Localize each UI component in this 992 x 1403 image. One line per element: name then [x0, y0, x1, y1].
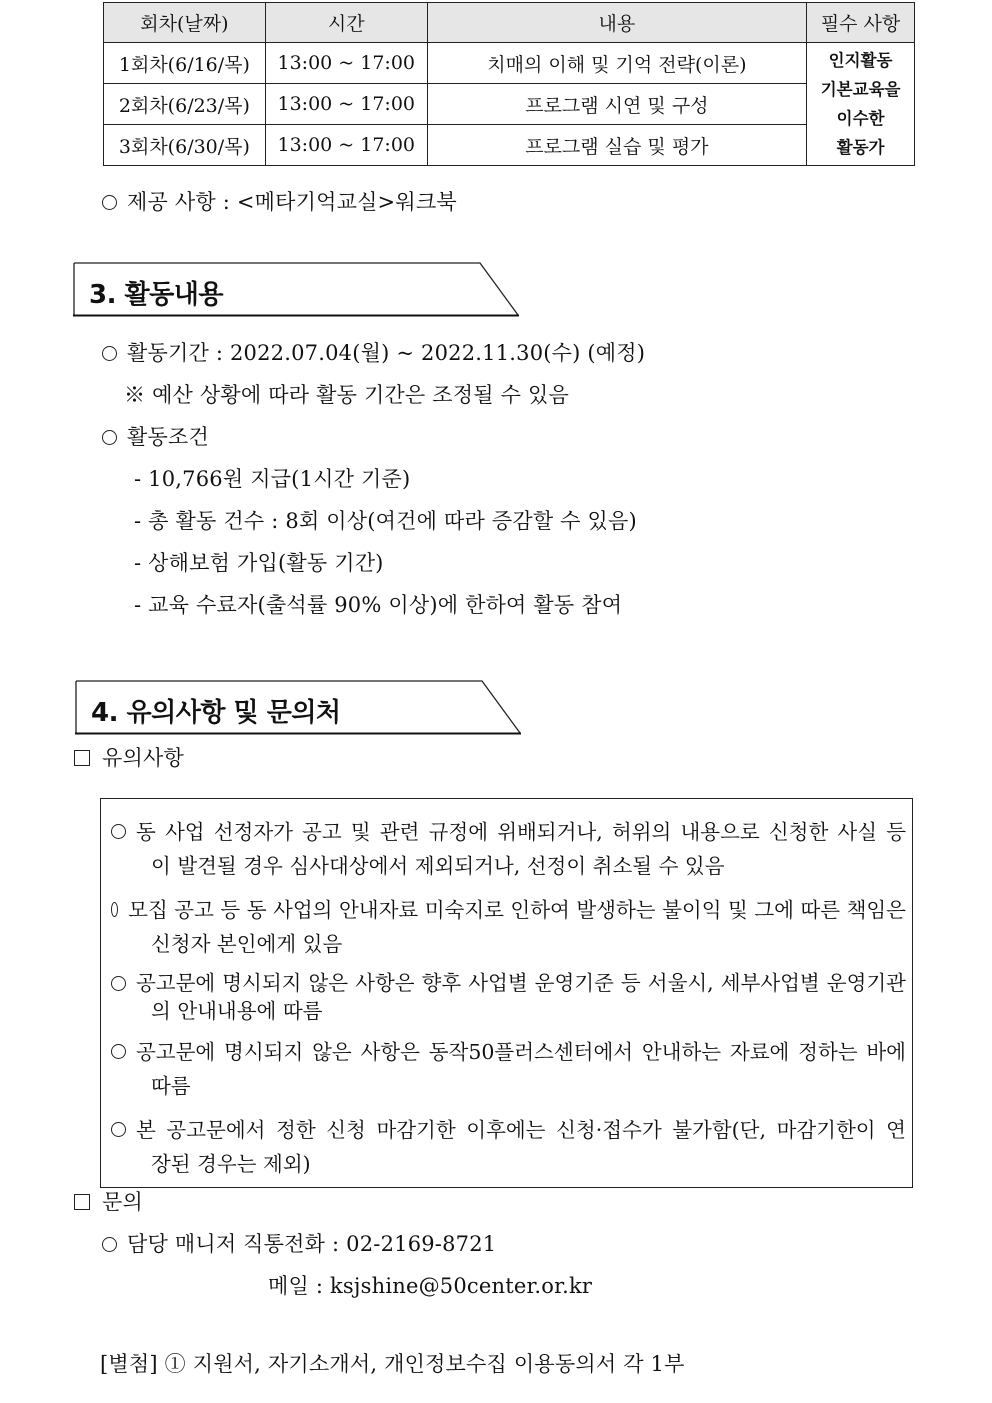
notice-line: 의 안내내용에 따름 — [151, 999, 323, 1023]
header-requirement: 필수 사항 — [807, 3, 915, 43]
condition-item: - 교육 수료자(출석률 90% 이상)에 한하여 활동 참여 — [134, 593, 623, 617]
header-session: 회차(날짜) — [104, 3, 266, 43]
cell-session: 2회차(6/23/목) — [104, 84, 266, 125]
notice-label: 유의사항 — [102, 746, 184, 770]
circle-bullet-icon — [111, 824, 126, 839]
notice-line: 공고문에 명시되지 않은 사항은 동작50플러스센터에서 안내하는 자료에 정하는 바에 — [136, 1040, 906, 1064]
requirement-line: 이수한 — [836, 109, 885, 128]
condition-item: - 10,766원 지급(1시간 기준) — [134, 467, 411, 491]
cell-content: 프로그램 실습 및 평가 — [427, 125, 806, 166]
circle-bullet-icon — [102, 346, 117, 361]
table-row — [104, 84, 915, 125]
cell-content: 치매의 이해 및 기억 전략(이론) — [427, 43, 806, 84]
notice-box — [100, 798, 913, 1188]
square-bullet-icon — [74, 1194, 90, 1210]
provided-text: 제공 사항 : <메타기억교실>워크북 — [127, 190, 457, 214]
circle-bullet-icon — [111, 902, 118, 917]
requirement-line: 활동가 — [836, 138, 885, 157]
table-row — [104, 125, 915, 166]
notice-item — [111, 893, 906, 961]
phone-item — [102, 1234, 496, 1255]
notice-line: 모집 공고 등 동 사업의 안내자료 미숙지로 인하여 발생하는 불이익 및 그에 따른 책임은 — [128, 898, 906, 922]
schedule-table — [103, 2, 915, 166]
period-note: ※ 예산 상황에 따라 활동 기간은 조정될 수 있음 — [124, 383, 569, 407]
period-item — [102, 343, 645, 364]
section4-title: 4. 유의사항 및 문의처 — [91, 698, 341, 728]
notice-line: 장된 경우는 제외) — [151, 1152, 311, 1176]
notice-item — [111, 1113, 906, 1181]
table-row — [104, 43, 915, 84]
requirement-line: 인지활동 — [828, 51, 893, 70]
notice-item — [111, 815, 906, 883]
email-text: 메일 : ksjshine@50center.or.kr — [268, 1274, 593, 1298]
period-text: 활동기간 : 2022.07.04(월) ~ 2022.11.30(수) (예정) — [127, 341, 646, 365]
notice-label-item — [74, 748, 184, 769]
header-content: 내용 — [427, 3, 806, 43]
notice-line: 공고문에 명시되지 않은 사항은 향후 사업별 운영기준 등 서울시, 세부사업별 운영기관 — [136, 971, 906, 995]
cell-content: 프로그램 시연 및 구성 — [427, 84, 806, 125]
section4-header — [75, 680, 521, 734]
notice-line: 따름 — [151, 1074, 191, 1098]
condition-item: - 상해보험 가입(활동 기간) — [134, 551, 384, 575]
attachment-text: [별첨] ① 지원서, 자기소개서, 개인정보수집 이용동의서 각 1부 — [100, 1352, 685, 1376]
cell-session: 1회차(6/16/목) — [104, 43, 266, 84]
notice-line: 신청자 본인에게 있음 — [151, 932, 343, 956]
notice-line: 동 사업 선정자가 공고 및 관련 규정에 위배되거나, 허위의 내용으로 신청한 사실 등 — [136, 820, 906, 844]
circle-bullet-icon — [102, 430, 117, 445]
table-header-row — [104, 3, 915, 43]
cell-requirement — [807, 43, 915, 166]
circle-bullet-icon — [111, 1044, 126, 1059]
cell-time: 13:00 ~ 17:00 — [265, 125, 427, 166]
conditions-label: 활동조건 — [127, 425, 209, 449]
inquiry-label: 문의 — [102, 1190, 143, 1214]
notice-line: 본 공고문에서 정한 신청 마감기한 이후에는 신청·접수가 불가함(단, 마감기한이 연 — [136, 1118, 906, 1142]
provided-item — [102, 192, 457, 213]
circle-bullet-icon — [111, 976, 126, 991]
square-bullet-icon — [74, 750, 90, 766]
cell-session: 3회차(6/30/목) — [104, 125, 266, 166]
cell-time: 13:00 ~ 17:00 — [265, 84, 427, 125]
phone-text: 담당 매니저 직통전화 : 02-2169-8721 — [127, 1232, 497, 1256]
notice-item — [111, 1035, 906, 1103]
conditions-item — [102, 427, 209, 448]
circle-bullet-icon — [102, 1237, 117, 1252]
notice-line: 이 발견될 경우 심사대상에서 제외되거나, 선정이 취소될 수 있음 — [151, 854, 725, 878]
circle-bullet-icon — [102, 195, 117, 210]
requirement-line: 기본교육을 — [820, 80, 901, 99]
inquiry-label-item — [74, 1192, 143, 1213]
header-time: 시간 — [265, 3, 427, 43]
condition-item: - 총 활동 건수 : 8회 이상(여건에 따라 증감할 수 있음) — [134, 509, 637, 533]
section3-header — [73, 262, 519, 316]
notice-item — [111, 969, 906, 1025]
cell-time: 13:00 ~ 17:00 — [265, 43, 427, 84]
circle-bullet-icon — [111, 1122, 126, 1137]
section3-title: 3. 활동내용 — [89, 280, 223, 310]
